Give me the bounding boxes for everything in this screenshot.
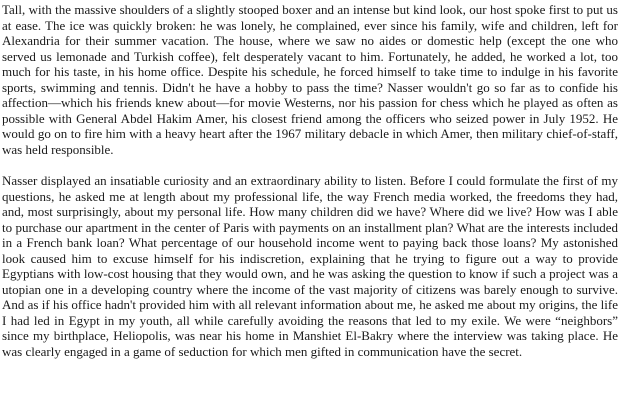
paragraph-nasser-curiosity: Nasser displayed an insatiable curiosity and an extraordinary ability to listen. Before I could formulate the first of my questions, he asked me at length about my professional life, the way French media worked, the freedoms they had, and, most surprisingly, about my personal life. How many children did we have? Where did we live? How was I able to purchase our apartment in the center of Paris with payments on an installment plan? What are the interests included in a French bank loan? What percentage of our household income went to paying back those loans? My astonished look caused him to excuse himself for his indiscretion, explaining that he trying to figure out a way to provide Egyptians with low-cost housing that they would own, and he was asking the question to know if such a project was a utopian one in a developing country where the income of the vast majority of citizens was barely enough to survive. And as if his office hadn't provided him with all relevant information about me, he asked me about my origins, the life I had led in Egypt in my youth, all while carefully avoiding the reasons that led to my exile. We were “neighbors” since my birthplace, Heliopolis, was near his home in Manshiet El-Bakry where the interview was taking place. He was clearly engaged in a game of seduction for which men gifted in communication have the secret.: [2, 173, 618, 360]
paragraph-host-description: Tall, with the massive shoulders of a slightly stooped boxer and an intense but kind look, our host spoke first to put us at ease. The ice was quickly broken: he was lonely, he complained, ever since his family, wife and children, left for Alexandria for their summer vacation. The house, where we saw no aides or domestic help (except the one who served us lemonade and Turkish coffee), felt desperately vacant to him. Fortunately, he added, he worked a lot, too much for his taste, in his home office. Despite his schedule, he forced himself to take time to indulge in his favorite sports, swimming and tennis. Didn't he have a hobby to pass the time? Nasser wouldn't go so far as to confide his affection—which his friends knew about—for movie Westerns, nor his passion for chess which he played as often as possible with General Abdel Hakim Amer, his closest friend among the officers who seized power in July 1952. He would go on to fire him with a heavy heart after the 1967 military debacle in which Amer, then military chief-of-staff, was held responsible.: [2, 2, 618, 157]
